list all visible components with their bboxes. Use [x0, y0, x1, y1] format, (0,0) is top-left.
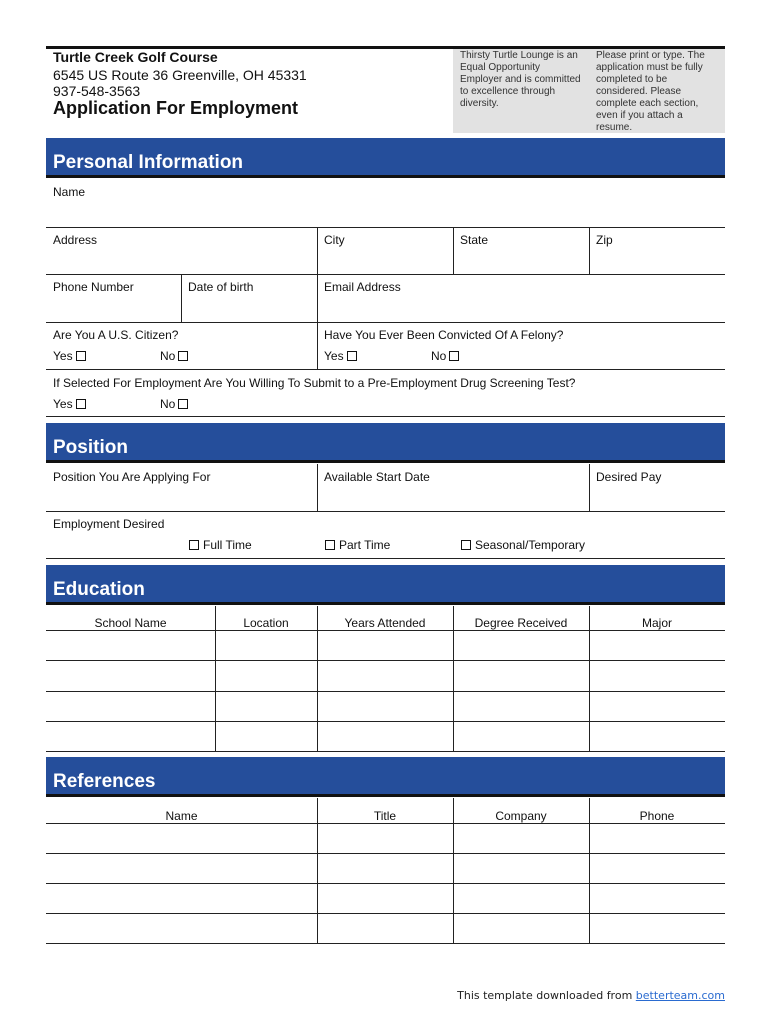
divider: [215, 606, 216, 751]
divider: [589, 798, 590, 944]
betterteam-link[interactable]: betterteam.com: [635, 989, 725, 1002]
table-row: [46, 883, 725, 884]
company-address: 6545 US Route 36 Greenville, OH 45331: [53, 67, 307, 83]
drug-test-question: If Selected For Employment Are You Willing To Submit to a Pre-Employment Drug Screening Test?: [53, 376, 576, 390]
employment-desired-label: Employment Desired: [53, 517, 165, 531]
table-row: [46, 943, 725, 944]
education-col-header: Years Attended: [344, 616, 426, 630]
no-label: No: [160, 397, 176, 411]
divider: [453, 606, 454, 751]
phone-number-field[interactable]: Phone Number: [53, 280, 134, 294]
divider: [317, 798, 318, 944]
no-label: No: [160, 349, 176, 363]
divider: [46, 558, 725, 559]
checkbox[interactable]: [347, 351, 357, 361]
table-row: [46, 660, 725, 661]
education-col-header: Major: [641, 616, 672, 630]
divider: [46, 322, 725, 323]
references-col-header: Title: [373, 809, 397, 823]
divider: [46, 274, 725, 275]
checkbox[interactable]: [461, 540, 471, 550]
felony-no-option[interactable]: [431, 349, 459, 363]
part-time-option[interactable]: [325, 538, 390, 552]
zip-field[interactable]: Zip: [596, 233, 613, 247]
eeo-notice: Thirsty Turtle Lounge is an Equal Opportunity Employer and is committed to excellence through diversity.: [460, 50, 581, 109]
section-title: Education: [53, 579, 145, 600]
divider: [589, 227, 590, 275]
seasonal-label: Seasonal/Temporary: [475, 538, 586, 552]
table-row: [46, 913, 725, 914]
felony-question: Have You Ever Been Convicted Of A Felony?: [324, 328, 564, 342]
checkbox[interactable]: [178, 351, 188, 361]
checkbox[interactable]: [449, 351, 459, 361]
personal-information-header: [46, 138, 725, 178]
felony-yes-option[interactable]: [324, 349, 357, 363]
name-field[interactable]: Name: [53, 185, 86, 199]
start-date-field[interactable]: Available Start Date: [324, 470, 430, 484]
section-title: Personal Information: [53, 152, 244, 173]
divider: [181, 274, 182, 322]
footer-credit: [457, 989, 725, 1002]
divider: [317, 227, 318, 275]
education-col-header: Degree Received: [474, 616, 568, 630]
company-phone: 937-548-3563: [53, 83, 141, 99]
education-header: [46, 565, 725, 605]
email-field[interactable]: Email Address: [324, 280, 401, 294]
table-row: [46, 823, 725, 824]
divider: [453, 227, 454, 275]
position-applying-field[interactable]: Position You Are Applying For: [53, 470, 211, 484]
no-label: No: [431, 349, 447, 363]
checkbox[interactable]: [189, 540, 199, 550]
education-col-header: School Name: [94, 616, 167, 630]
table-row: [46, 721, 725, 722]
citizen-no-option[interactable]: [160, 349, 188, 363]
state-field[interactable]: State: [460, 233, 489, 247]
drug-test-yes-option[interactable]: [53, 397, 86, 411]
yes-label: Yes: [53, 349, 73, 363]
city-field[interactable]: City: [324, 233, 345, 247]
table-row: [46, 853, 725, 854]
full-time-option[interactable]: [189, 538, 252, 552]
instructions-notice: Please print or type. The application must be fully completed to be considered. Please complete each section, even if you attach a resume.: [596, 50, 705, 133]
table-row: [46, 630, 725, 631]
divider: [317, 464, 318, 512]
yes-label: Yes: [53, 397, 73, 411]
divider: [46, 227, 725, 228]
date-of-birth-field[interactable]: Date of birth: [188, 280, 254, 294]
checkbox[interactable]: [76, 399, 86, 409]
table-row: [46, 751, 725, 752]
seasonal-option[interactable]: [461, 538, 585, 552]
yes-label: Yes: [324, 349, 344, 363]
checkbox[interactable]: [325, 540, 335, 550]
references-header: [46, 757, 725, 797]
drug-test-no-option[interactable]: [160, 397, 188, 411]
position-header: [46, 423, 725, 463]
section-title: References: [53, 771, 156, 792]
footer-text: This template downloaded from: [457, 989, 633, 1002]
divider: [317, 606, 318, 751]
part-time-label: Part Time: [339, 538, 391, 552]
education-col-header: Location: [243, 616, 289, 630]
divider: [46, 369, 725, 370]
address-field[interactable]: Address: [53, 233, 98, 247]
divider: [317, 322, 318, 370]
citizen-question: Are You A U.S. Citizen?: [53, 328, 179, 342]
divider: [589, 606, 590, 751]
references-col-header: Name: [165, 809, 198, 823]
divider: [453, 798, 454, 944]
checkbox[interactable]: [76, 351, 86, 361]
desired-pay-field[interactable]: Desired Pay: [596, 470, 662, 484]
citizen-yes-option[interactable]: [53, 349, 86, 363]
references-col-header: Company: [495, 809, 547, 823]
divider: [317, 274, 318, 322]
table-row: [46, 691, 725, 692]
company-name: Turtle Creek Golf Course: [53, 49, 218, 65]
checkbox[interactable]: [178, 399, 188, 409]
references-col-header: Phone: [639, 809, 675, 823]
divider: [589, 464, 590, 512]
section-title: Position: [53, 437, 128, 458]
form-title: Application For Employment: [53, 98, 299, 118]
divider: [46, 511, 725, 512]
full-time-label: Full Time: [203, 538, 252, 552]
divider: [46, 416, 725, 417]
